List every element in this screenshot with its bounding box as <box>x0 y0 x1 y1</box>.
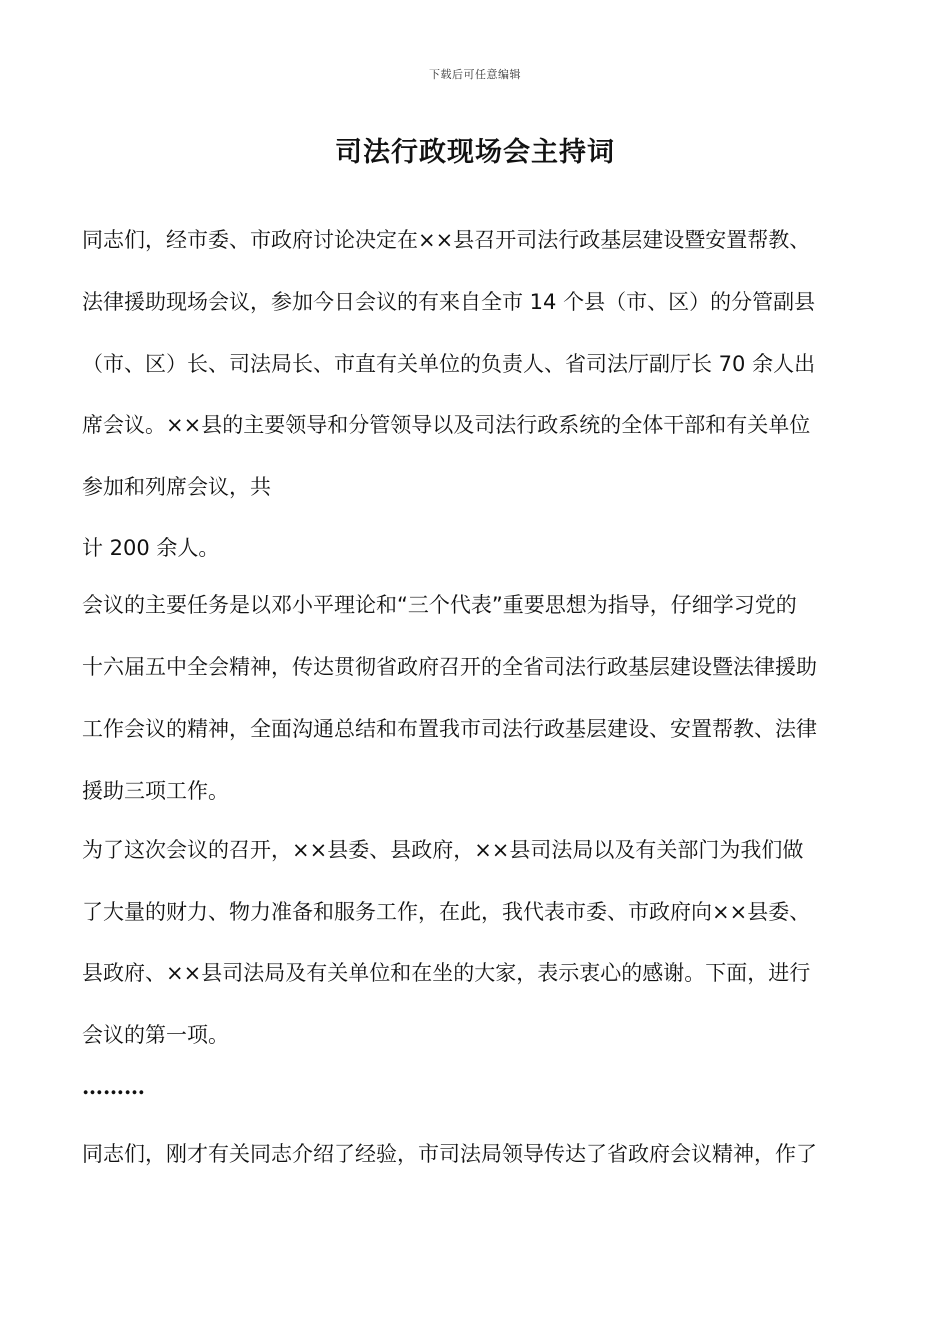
paragraph-1-line-3: （市、区）长、司法局长、市直有关单位的负责人、省司法厅副厅长 70 余人出 <box>82 352 816 376</box>
paragraph-1-line-2: 法律援助现场会议，参加今日会议的有来自全市 14 个县（市、区）的分管副县 <box>82 290 816 314</box>
paragraph-1-line-1: 同志们，经市委、市政府讨论决定在××县召开司法行政基层建设暨安置帮教、 <box>82 228 811 252</box>
paragraph-3-line-2: 了大量的财力、物力准备和服务工作，在此，我代表市委、市政府向××县委、 <box>82 900 811 924</box>
document-title: 司法行政现场会主持词 <box>335 137 615 168</box>
paragraph-2-line-1: 会议的主要任务是以邓小平理论和“三个代表”重要思想为指导，仔细学习党的 <box>82 593 797 617</box>
paragraph-4-line-1: 同志们，刚才有关同志介绍了经验，市司法局领导传达了省政府会议精神，作了 <box>82 1142 817 1166</box>
paragraph-1-line-4: 席会议。××县的主要领导和分管领导以及司法行政系统的全体干部和有关单位 <box>82 413 811 437</box>
paragraph-2-line-2: 十六届五中全会精神，传达贯彻省政府召开的全省司法行政基层建设暨法律援助 <box>82 655 817 679</box>
paragraph-3-line-3: 县政府、××县司法局及有关单位和在坐的大家，表示衷心的感谢。下面，进行 <box>82 961 811 985</box>
ellipsis-separator: ……… <box>82 1074 145 1099</box>
paragraph-2-line-3: 工作会议的精神，全面沟通总结和布置我市司法行政基层建设、安置帮教、法律 <box>82 717 817 741</box>
paragraph-1-line-5: 参加和列席会议，共 <box>82 475 271 499</box>
paragraph-1-line-6: 计 200 余人。 <box>82 536 220 560</box>
paragraph-2-line-4: 援助三项工作。 <box>82 779 229 803</box>
paragraph-3-line-4: 会议的第一项。 <box>82 1023 229 1047</box>
page-header-note: 下载后可任意编辑 <box>429 68 521 81</box>
paragraph-3-line-1: 为了这次会议的召开，××县委、县政府，××县司法局以及有关部门为我们做 <box>82 838 804 862</box>
